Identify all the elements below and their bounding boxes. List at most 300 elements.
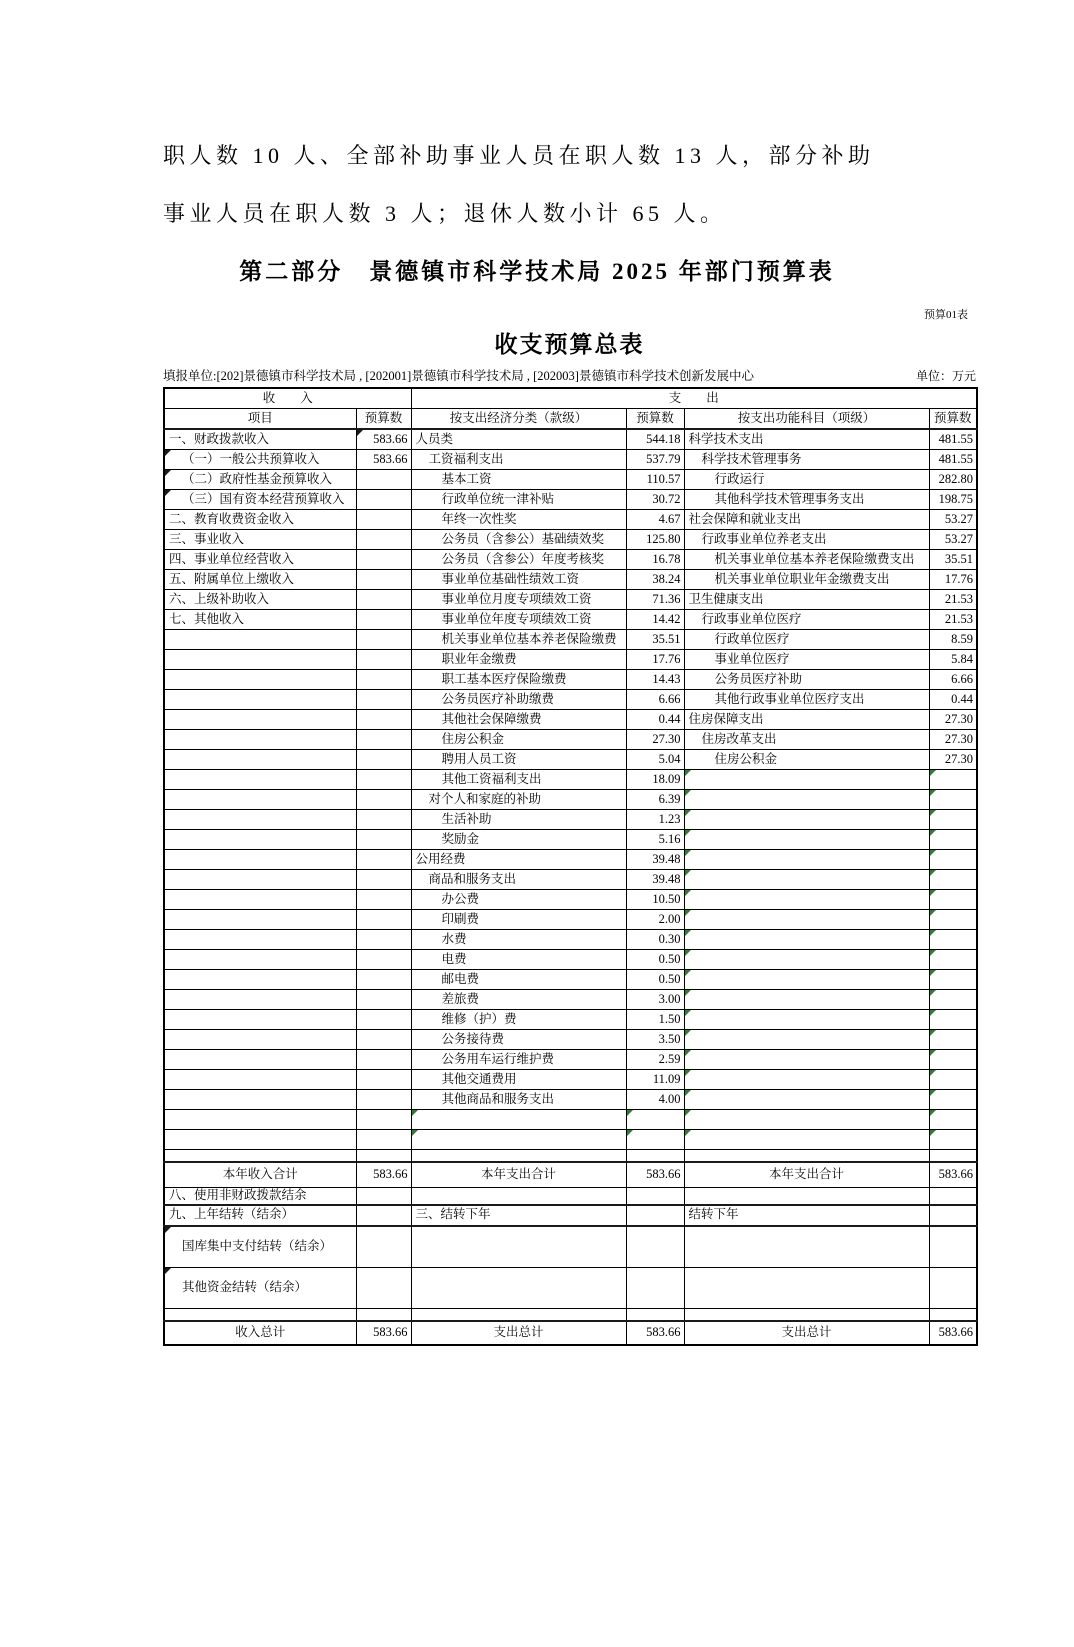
table-cell	[356, 1030, 411, 1050]
table-cell: （三）国有资本经营预算收入	[164, 490, 356, 510]
cell-corner-marker-icon	[685, 910, 691, 916]
table-cell: 16.78	[626, 550, 684, 570]
table-cell: 6.66	[626, 690, 684, 710]
table-cell: 办公费	[411, 890, 626, 910]
column-header: 项目	[164, 409, 356, 430]
table-cell: 三、事业收入	[164, 530, 356, 550]
table-cell	[929, 1070, 977, 1090]
table-header-row-groups	[164, 388, 977, 409]
table-cell: 六、上级补助收入	[164, 590, 356, 610]
table-cell	[684, 850, 929, 870]
table-cell	[356, 1226, 411, 1268]
table-cell: 科学技术管理事务	[684, 450, 929, 470]
table-cell: 0.44	[626, 710, 684, 730]
table-cell	[411, 1130, 626, 1150]
table-cell: 583.66	[929, 1162, 977, 1188]
table-cell: 水费	[411, 930, 626, 950]
table-cell: 27.30	[626, 730, 684, 750]
table-cell: 110.57	[626, 470, 684, 490]
table-row	[164, 610, 977, 630]
reporting-unit-label: 填报单位:[202]景德镇市科学技术局 , [202001]景德镇市科学技术局 , [202003]景德镇市科学技术创新发展中心	[163, 369, 754, 383]
table-cell: 11.09	[626, 1070, 684, 1090]
table-cell: 53.27	[929, 530, 977, 550]
table-cell: 行政事业单位医疗	[684, 610, 929, 630]
table-cell: 10.50	[626, 890, 684, 910]
cell-corner-marker-icon	[685, 990, 691, 996]
table-cell: 35.51	[929, 550, 977, 570]
table-cell	[684, 870, 929, 890]
table-cell	[626, 1267, 684, 1308]
table-cell: 社会保障和就业支出	[684, 510, 929, 530]
table-cell	[929, 1110, 977, 1130]
table-cell	[626, 1226, 684, 1268]
cell-corner-marker-icon	[165, 470, 171, 476]
table-cell	[356, 750, 411, 770]
table-cell	[356, 810, 411, 830]
table-cell: 奖励金	[411, 830, 626, 850]
table-cell: 邮电费	[411, 970, 626, 990]
table-cell	[929, 1010, 977, 1030]
table-cell	[684, 1090, 929, 1110]
table-row	[164, 590, 977, 610]
cell-corner-marker-icon	[165, 1268, 171, 1274]
table-cell: 39.48	[626, 870, 684, 890]
table-cell: 支出总计	[411, 1321, 626, 1345]
table-cell	[929, 930, 977, 950]
table-cell: 公务用车运行维护费	[411, 1050, 626, 1070]
table-cell	[929, 1090, 977, 1110]
table-cell: 其他科学技术管理事务支出	[684, 490, 929, 510]
cell-corner-marker-icon	[930, 1050, 936, 1056]
cell-corner-marker-icon	[685, 950, 691, 956]
table-cell: 其他商品和服务支出	[411, 1090, 626, 1110]
table-cell	[356, 950, 411, 970]
table-cell	[164, 1150, 356, 1163]
table-cell: 1.23	[626, 810, 684, 830]
table-cell	[684, 1188, 929, 1205]
table-cell: 4.67	[626, 510, 684, 530]
column-header: 按支出功能科目（项级）	[684, 409, 929, 430]
table-cell: 事业单位基础性绩效工资	[411, 570, 626, 590]
table-row	[164, 550, 977, 570]
table-cell	[929, 1308, 977, 1321]
table-cell: 行政单位医疗	[684, 630, 929, 650]
table-cell	[164, 770, 356, 790]
table-row	[164, 670, 977, 690]
column-header: 预算数	[626, 409, 684, 430]
cell-corner-marker-icon	[685, 830, 691, 836]
table-cell	[929, 1030, 977, 1050]
table-cell	[684, 1130, 929, 1150]
table-row	[164, 730, 977, 750]
table-cell: 公务员（含参公）年度考核奖	[411, 550, 626, 570]
table-cell	[356, 790, 411, 810]
table-cell	[929, 990, 977, 1010]
table-row	[164, 1130, 977, 1150]
table-row	[164, 650, 977, 670]
table-cell: 一、财政拨款收入	[164, 429, 356, 450]
table-cell	[626, 1150, 684, 1163]
table-cell: 人员类	[411, 429, 626, 450]
table-cell	[929, 830, 977, 850]
table-row	[164, 570, 977, 590]
table-row	[164, 930, 977, 950]
table-cell	[356, 850, 411, 870]
sheet-number-label: 预算01表	[924, 309, 968, 321]
budget-sheet	[163, 306, 976, 1346]
budget-table-body	[164, 429, 977, 1345]
table-cell	[164, 690, 356, 710]
table-cell: 38.24	[626, 570, 684, 590]
table-cell	[356, 1130, 411, 1150]
table-cell	[356, 1050, 411, 1070]
table-cell	[684, 950, 929, 970]
table-row	[164, 1150, 977, 1163]
table-cell: 印刷费	[411, 910, 626, 930]
table-row	[164, 630, 977, 650]
cell-corner-marker-icon	[685, 790, 691, 796]
table-cell	[929, 1150, 977, 1163]
table-cell	[356, 550, 411, 570]
table-cell	[684, 1267, 929, 1308]
table-row	[164, 770, 977, 790]
table-cell: 行政运行	[684, 470, 929, 490]
table-cell: 结转下年	[684, 1205, 929, 1226]
table-cell: 2.00	[626, 910, 684, 930]
table-row	[164, 1226, 977, 1268]
table-cell	[356, 1150, 411, 1163]
table-cell: 481.55	[929, 450, 977, 470]
table-cell: （一）一般公共预算收入	[164, 450, 356, 470]
table-cell	[929, 1130, 977, 1150]
table-cell: 住房公积金	[411, 730, 626, 750]
table-cell: 对个人和家庭的补助	[411, 790, 626, 810]
cell-corner-marker-icon	[685, 1130, 691, 1136]
table-cell	[929, 770, 977, 790]
table-cell: 聘用人员工资	[411, 750, 626, 770]
cell-corner-marker-icon	[930, 970, 936, 976]
table-cell: 125.80	[626, 530, 684, 550]
table-cell: 3.00	[626, 990, 684, 1010]
table-cell	[684, 1110, 929, 1130]
table-cell: 其他社会保障缴费	[411, 710, 626, 730]
table-cell	[164, 1130, 356, 1150]
table-row	[164, 510, 977, 530]
table-cell: 71.36	[626, 590, 684, 610]
table-cell	[356, 710, 411, 730]
table-cell: 机关事业单位基本养老保险缴费支出	[684, 550, 929, 570]
table-cell	[684, 1030, 929, 1050]
table-cell: 公用经费	[411, 850, 626, 870]
table-cell: 四、事业单位经营收入	[164, 550, 356, 570]
table-cell: 14.42	[626, 610, 684, 630]
table-cell: 583.66	[626, 1321, 684, 1345]
table-row	[164, 890, 977, 910]
table-cell	[684, 770, 929, 790]
income-group-header: 收 入	[164, 388, 411, 409]
table-cell: 481.55	[929, 429, 977, 450]
table-cell: 其他行政事业单位医疗支出	[684, 690, 929, 710]
table-cell	[684, 830, 929, 850]
table-cell: 583.66	[356, 1321, 411, 1345]
table-cell: 公务接待费	[411, 1030, 626, 1050]
cell-corner-marker-icon	[165, 450, 171, 456]
expense-group-header: 支 出	[411, 388, 977, 409]
table-cell: 6.39	[626, 790, 684, 810]
table-cell	[684, 1070, 929, 1090]
table-cell	[684, 1150, 929, 1163]
table-cell: 公务员（含参公）基础绩效奖	[411, 530, 626, 550]
table-cell: 住房保障支出	[684, 710, 929, 730]
table-cell	[164, 710, 356, 730]
cell-corner-marker-icon	[165, 490, 171, 496]
table-cell	[356, 1188, 411, 1205]
table-cell: 5.84	[929, 650, 977, 670]
table-cell: 住房公积金	[684, 750, 929, 770]
table-cell: 583.66	[929, 1321, 977, 1345]
table-cell	[164, 630, 356, 650]
table-row	[164, 750, 977, 770]
cell-corner-marker-icon	[685, 1050, 691, 1056]
table-cell	[164, 1090, 356, 1110]
table-cell	[356, 1070, 411, 1090]
cell-corner-marker-icon	[165, 1227, 171, 1233]
cell-corner-marker-icon	[930, 1090, 936, 1096]
table-cell	[164, 970, 356, 990]
table-cell	[929, 950, 977, 970]
table-cell: 基本工资	[411, 470, 626, 490]
table-cell: 2.59	[626, 1050, 684, 1070]
table-cell: 其他资金结转（结余）	[164, 1267, 356, 1308]
table-cell: 年终一次性奖	[411, 510, 626, 530]
table-cell: 53.27	[929, 510, 977, 530]
table-cell: 14.43	[626, 670, 684, 690]
cell-corner-marker-icon	[685, 850, 691, 856]
table-cell	[356, 970, 411, 990]
table-cell	[356, 530, 411, 550]
table-cell: 35.51	[626, 630, 684, 650]
table-cell: 537.79	[626, 450, 684, 470]
table-cell	[684, 930, 929, 950]
table-cell: 其他交通费用	[411, 1070, 626, 1090]
table-cell	[356, 510, 411, 530]
table-cell	[164, 1030, 356, 1050]
table-cell	[164, 1050, 356, 1070]
table-cell: 27.30	[929, 730, 977, 750]
table-cell	[684, 810, 929, 830]
cell-corner-marker-icon	[930, 850, 936, 856]
table-cell: 本年收入合计	[164, 1162, 356, 1188]
table-cell: 七、其他收入	[164, 610, 356, 630]
table-cell	[411, 1226, 626, 1268]
table-cell	[164, 650, 356, 670]
table-row	[164, 1070, 977, 1090]
table-cell	[626, 1205, 684, 1226]
cell-corner-marker-icon	[357, 430, 363, 436]
table-cell	[356, 890, 411, 910]
cell-corner-marker-icon	[685, 810, 691, 816]
table-cell	[356, 650, 411, 670]
table-title: 收支预算总表	[494, 332, 645, 357]
intro-line-2: 事业人员在职人数 3 人；退休人数小计 65 人。	[163, 201, 727, 226]
table-subtitle-row	[163, 366, 976, 384]
table-cell: 1.50	[626, 1010, 684, 1030]
table-cell	[164, 910, 356, 930]
table-cell: 公务员医疗补助	[684, 670, 929, 690]
table-row	[164, 1321, 977, 1345]
table-cell	[356, 1010, 411, 1030]
table-cell	[684, 890, 929, 910]
table-row	[164, 470, 977, 490]
table-cell: 544.18	[626, 429, 684, 450]
column-header: 按支出经济分类（款级）	[411, 409, 626, 430]
table-cell: 生活补助	[411, 810, 626, 830]
table-cell	[929, 1226, 977, 1268]
table-cell: 5.16	[626, 830, 684, 850]
cell-corner-marker-icon	[930, 1070, 936, 1076]
table-cell: 583.66	[356, 1162, 411, 1188]
table-cell	[684, 1226, 929, 1268]
table-cell	[356, 570, 411, 590]
table-row	[164, 710, 977, 730]
table-cell: 本年支出合计	[411, 1162, 626, 1188]
table-cell: 维修（护）费	[411, 1010, 626, 1030]
table-row	[164, 990, 977, 1010]
table-cell	[356, 990, 411, 1010]
table-cell	[929, 1267, 977, 1308]
cell-corner-marker-icon	[627, 1130, 633, 1136]
table-cell: 事业单位年度专项绩效工资	[411, 610, 626, 630]
table-cell: 科学技术支出	[684, 429, 929, 450]
table-cell	[164, 870, 356, 890]
column-header: 预算数	[929, 409, 977, 430]
table-cell	[356, 1205, 411, 1226]
table-cell: 二、教育收费资金收入	[164, 510, 356, 530]
table-cell	[929, 870, 977, 890]
table-cell	[164, 730, 356, 750]
table-cell: 282.80	[929, 470, 977, 490]
cell-corner-marker-icon	[412, 1110, 418, 1116]
table-cell: 事业单位月度专项绩效工资	[411, 590, 626, 610]
table-cell: 583.66	[356, 429, 411, 450]
table-cell	[411, 1110, 626, 1130]
table-cell	[356, 870, 411, 890]
table-cell	[356, 590, 411, 610]
table-cell	[684, 910, 929, 930]
table-cell	[684, 970, 929, 990]
table-cell: 0.30	[626, 930, 684, 950]
cell-corner-marker-icon	[685, 890, 691, 896]
table-cell: 八、使用非财政拨款结余	[164, 1188, 356, 1205]
table-header-row-columns	[164, 409, 977, 430]
table-cell: 九、上年结转（结余）	[164, 1205, 356, 1226]
table-row	[164, 1205, 977, 1226]
cell-corner-marker-icon	[685, 770, 691, 776]
unit-label: 单位：万元	[915, 369, 976, 383]
table-cell	[929, 790, 977, 810]
cell-corner-marker-icon	[930, 890, 936, 896]
table-row	[164, 1090, 977, 1110]
table-cell: 8.59	[929, 630, 977, 650]
cell-corner-marker-icon	[930, 870, 936, 876]
table-row	[164, 910, 977, 930]
cell-corner-marker-icon	[627, 1110, 633, 1116]
table-cell	[356, 470, 411, 490]
table-cell: 27.30	[929, 710, 977, 730]
table-cell	[411, 1308, 626, 1321]
table-cell	[164, 1110, 356, 1130]
table-cell: 0.50	[626, 970, 684, 990]
table-cell	[356, 1308, 411, 1321]
table-row	[164, 1010, 977, 1030]
table-cell: 30.72	[626, 490, 684, 510]
table-cell	[411, 1267, 626, 1308]
table-cell: 39.48	[626, 850, 684, 870]
table-cell: 27.30	[929, 750, 977, 770]
table-cell: 4.00	[626, 1090, 684, 1110]
table-cell: 电费	[411, 950, 626, 970]
column-header: 预算数	[356, 409, 411, 430]
table-cell: 583.66	[356, 450, 411, 470]
table-cell: 商品和服务支出	[411, 870, 626, 890]
table-row	[164, 1162, 977, 1188]
table-cell	[356, 1110, 411, 1130]
table-cell	[356, 630, 411, 650]
table-cell	[929, 1050, 977, 1070]
table-row	[164, 450, 977, 470]
table-cell: 583.66	[626, 1162, 684, 1188]
table-cell	[626, 1110, 684, 1130]
table-cell	[929, 1205, 977, 1226]
table-cell: 机关事业单位基本养老保险缴费	[411, 630, 626, 650]
table-row	[164, 870, 977, 890]
budget-table	[163, 387, 978, 1346]
table-row	[164, 810, 977, 830]
table-cell	[164, 1010, 356, 1030]
cell-corner-marker-icon	[685, 930, 691, 936]
table-cell	[356, 1267, 411, 1308]
table-cell: 本年支出合计	[684, 1162, 929, 1188]
table-row	[164, 970, 977, 990]
table-cell	[164, 990, 356, 1010]
cell-corner-marker-icon	[930, 1010, 936, 1016]
table-cell: 收入总计	[164, 1321, 356, 1345]
table-cell	[929, 970, 977, 990]
table-cell: 21.53	[929, 590, 977, 610]
table-cell	[356, 1090, 411, 1110]
table-cell	[164, 890, 356, 910]
table-cell	[626, 1130, 684, 1150]
table-row	[164, 1308, 977, 1321]
table-cell	[411, 1150, 626, 1163]
table-row	[164, 1110, 977, 1130]
table-row	[164, 530, 977, 550]
table-cell	[929, 1188, 977, 1205]
table-cell: 工资福利支出	[411, 450, 626, 470]
table-row	[164, 1030, 977, 1050]
table-cell	[929, 890, 977, 910]
table-cell: 职业年金缴费	[411, 650, 626, 670]
table-cell	[626, 1188, 684, 1205]
table-cell: 18.09	[626, 770, 684, 790]
table-cell	[356, 610, 411, 630]
table-row	[164, 1050, 977, 1070]
table-row	[164, 790, 977, 810]
table-cell: 5.04	[626, 750, 684, 770]
table-cell	[356, 830, 411, 850]
cell-corner-marker-icon	[685, 970, 691, 976]
cell-corner-marker-icon	[685, 1010, 691, 1016]
